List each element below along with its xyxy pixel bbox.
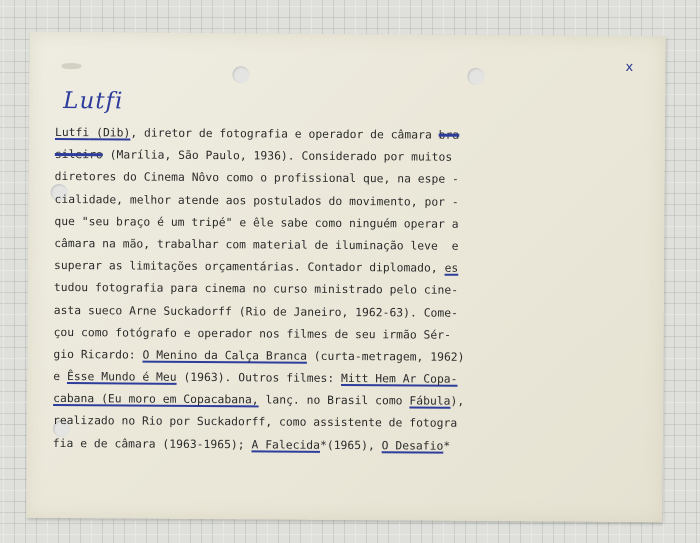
text-segment: fia e de câmara (1963-1965); [52,436,252,451]
punch-hole [232,66,249,83]
handwritten-corner-mark: x [625,59,634,75]
text-segment: superar as limitações orçamentárias. Contador diplomado, [54,259,445,275]
text-segment: lanç. no Brasil como [258,393,410,408]
text-segment: diretores do Cinema Nôvo como o profissional que, na espe - [54,170,459,187]
punch-hole [467,68,484,85]
underlined-text: Êsse Mundo é Meu [66,370,177,384]
underlined-text: O Desafio [381,438,444,453]
text-segment: , diretor de fotografia e operador de câmara [130,126,439,142]
text-segment: câmara na mão, trabalhar com material de iluminação leve e [54,236,459,253]
handwritten-name-annotation: Lutfi [63,88,124,115]
text-segment: gio Ricardo: [53,347,143,362]
underlined-text: es [444,261,459,275]
underlined-text: Lutfi [54,125,90,140]
underlined-text: Fábula [409,394,451,408]
text-line [53,433,661,459]
underlined-text: cabana (Eu moro em Copacabana, [53,392,259,407]
text-segment: *(1965), [319,438,382,452]
underlined-text: A Falecida [251,437,321,452]
text-segment: (Marília, São Paulo, 1936). Considerado por muitos [102,148,453,164]
text-segment: * [443,439,451,453]
underlined-text: O Menino da Calça Branca [142,348,308,363]
text-segment: cialidade, melhor atende aos postulados do movimento, por - [54,192,459,209]
text-segment: realizado no Rio por Suckadorff, como assistente de fotogra [52,414,458,431]
text-segment: (curta-metragem, 1962) [306,349,465,364]
text-segment: que "seu braço é um tripé" e êle sabe como ninguém operar a [54,214,459,231]
underlined-text: Mitt Hem Ar Copa- [341,372,458,386]
typewritten-entry [53,122,663,459]
struck-text: bra [438,128,460,142]
text-segment: asta sueco Arne Suckadorff (Rio de Janeiro, 1962-63). Come- [53,303,459,320]
text-segment: tudou fotografia para cinema no curso ministrado pelo cine- [53,281,459,298]
typewritten-index-card [26,32,665,522]
struck-text: sileiro [54,148,103,162]
underlined-text: (Dib) [89,126,131,140]
text-segment: e [53,370,68,384]
text-segment: çou como fotógrafo e operador nos filmes de seu irmão Sér- [53,325,452,342]
paper-tear [61,63,81,69]
text-segment: ), [450,394,465,409]
text-segment: (1963). Outros filmes: [176,370,342,386]
